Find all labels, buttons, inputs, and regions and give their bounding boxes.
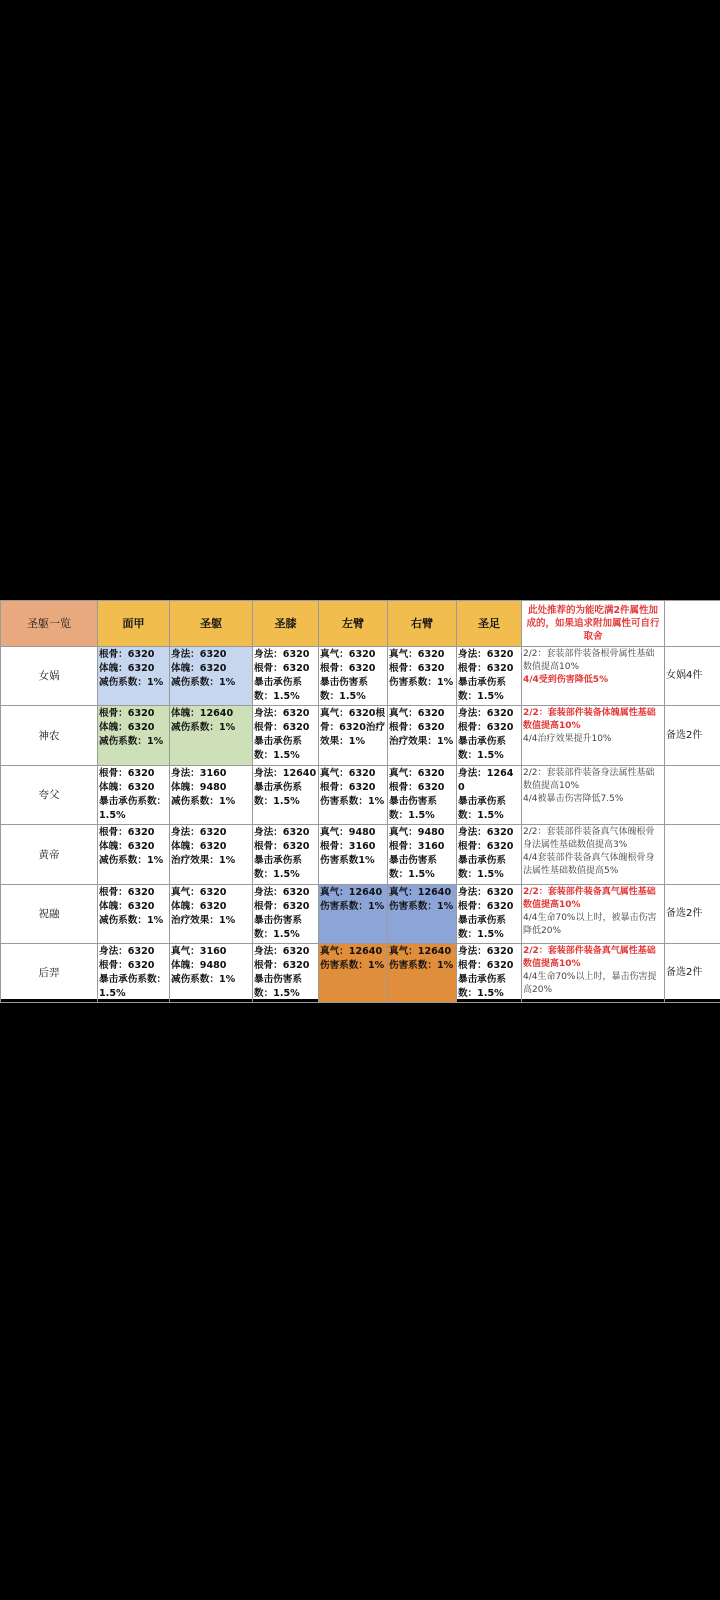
table-row [1,944,720,1003]
spreadsheet-screenshot [0,600,720,999]
shengqu-table [0,600,720,1003]
set-bonus-cell [522,885,665,944]
set-bonus-highlight: 2/2：套装部件装备真气属性基础数值提高10% [523,946,656,969]
stat-cell-face: 根骨：6320 体魄：6320 减伤系数：1% [98,825,170,885]
header-blank [665,601,720,647]
header-col-knee: 圣膝 [253,601,319,647]
header-note: 此处推荐的为能吃满2件属性加成的，如果追求附加属性可自行取舍 [522,601,665,647]
header-row [1,601,720,647]
set-bonus-text: 4/4生命70%以上时，被暴击伤害降低20% [523,913,657,936]
stat-cell-knee: 身法：6320 根骨：6320 暴击伤害系数：1.5% [253,944,319,1003]
set-name: 祝融 [1,885,98,944]
stat-cell-body: 真气：3160 体魄：9480 减伤系数：1% [170,944,253,1003]
header-col-body: 圣躯 [170,601,253,647]
set-bonus-cell [522,766,665,825]
stat-cell-body: 身法：3160 体魄：9480 减伤系数：1% [170,766,253,825]
set-bonus-text: 2/2：套装部件装备身法属性基础数值提高10% 4/4被暴击伤害降低7.5% [523,768,655,804]
set-bonus-cell [522,706,665,766]
set-name: 夸父 [1,766,98,825]
stat-cell-right-arm: 真气：9480 根骨：3160 暴击伤害系数：1.5% [388,825,457,885]
set-bonus-text: 4/4生命70%以上时，暴击伤害提高20% [523,972,657,995]
stat-cell-face: 身法：6320 根骨：6320 暴击承伤系数：1.5% [98,944,170,1003]
set-name: 黄帝 [1,825,98,885]
stat-cell-face: 根骨：6320 体魄：6320 减伤系数：1% [98,647,170,706]
recommend-tag: 女娲4件 [665,647,720,706]
stat-cell-body: 体魄：12640 减伤系数：1% [170,706,253,766]
table-row [1,706,720,766]
stat-cell-knee: 身法：6320 根骨：6320 暴击承伤系数：1.5% [253,647,319,706]
set-bonus-text: 2/2：套装部件装备真气体魄根骨身法属性基础数值提高3% 4/4套装部件装备真气体魄根骨身法属性基础数值提高5% [523,827,655,876]
header-col-foot: 圣足 [457,601,522,647]
stat-cell-right-arm: 真气：12640 伤害系数：1% [388,944,457,1003]
recommend-tag: 备选2件 [665,885,720,944]
stat-cell-body: 身法：6320 体魄：6320 治疗效果：1% [170,825,253,885]
recommend-tag: 备选2件 [665,706,720,766]
recommend-tag [665,766,720,825]
header-col-left-arm: 左臂 [319,601,388,647]
set-bonus-cell [522,825,665,885]
recommend-tag: 备选2件 [665,944,720,1003]
stat-cell-body: 真气：6320 体魄：6320 治疗效果：1% [170,885,253,944]
stat-cell-body: 身法：6320 体魄：6320 减伤系数：1% [170,647,253,706]
set-bonus-cell [522,944,665,1003]
stat-cell-foot: 身法：12640 暴击承伤系数：1.5% [457,766,522,825]
stat-cell-left-arm: 真气：12640 伤害系数：1% [319,885,388,944]
stat-cell-foot: 身法：6320 根骨：6320 暴击承伤系数：1.5% [457,944,522,1003]
stat-cell-face: 根骨：6320 体魄：6320 减伤系数：1% [98,706,170,766]
header-col-right-arm: 右臂 [388,601,457,647]
stat-cell-knee: 身法：6320 根骨：6320 暴击承伤系数：1.5% [253,825,319,885]
stat-cell-knee: 身法：6320 根骨：6320 暴击伤害系数：1.5% [253,885,319,944]
set-bonus-highlight: 2/2：套装部件装备真气属性基础数值提高10% [523,887,656,910]
stat-cell-foot: 身法：6320 根骨：6320 暴击承伤系数：1.5% [457,647,522,706]
set-name: 神农 [1,706,98,766]
stat-cell-foot: 身法：6320 根骨：6320 暴击承伤系数：1.5% [457,825,522,885]
stat-cell-left-arm: 真气：9480 根骨：3160 伤害系数1% [319,825,388,885]
table-row [1,885,720,944]
stat-cell-right-arm: 真气：12640 伤害系数：1% [388,885,457,944]
table-row [1,647,720,706]
stat-cell-left-arm: 真气：12640 伤害系数：1% [319,944,388,1003]
stat-cell-foot: 身法：6320 根骨：6320 暴击承伤系数：1.5% [457,885,522,944]
set-name: 后羿 [1,944,98,1003]
stat-cell-left-arm: 真气：6320 根骨：6320 伤害系数：1% [319,766,388,825]
set-name: 女娲 [1,647,98,706]
stat-cell-face: 根骨：6320 体魄：6320 减伤系数：1% [98,885,170,944]
set-bonus-cell [522,647,665,706]
header-col-face: 面甲 [98,601,170,647]
set-bonus-highlight: 2/2：套装部件装备体魄属性基础数值提高10% [523,708,656,731]
stat-cell-right-arm: 真气：6320 根骨：6320 暴击伤害系数：1.5% [388,766,457,825]
stat-cell-right-arm: 真气：6320 根骨：6320 治疗效果：1% [388,706,457,766]
set-bonus-highlight: 4/4受到伤害降低5% [523,675,609,685]
header-corner: 圣躯一览 [1,601,98,647]
stat-cell-knee: 身法：12640 暴击承伤系数：1.5% [253,766,319,825]
stat-cell-foot: 身法：6320 根骨：6320 暴击承伤系数：1.5% [457,706,522,766]
set-bonus-text: 2/2：套装部件装备根骨属性基础数值提高10% [523,649,655,672]
stat-cell-left-arm: 真气：6320 根骨：6320 暴击伤害系数：1.5% [319,647,388,706]
set-bonus-text: 4/4治疗效果提升10% [523,734,612,744]
table-row [1,766,720,825]
stat-cell-knee: 身法：6320 根骨：6320 暴击承伤系数：1.5% [253,706,319,766]
stat-cell-left-arm: 真气：6320根骨：6320治疗效果：1% [319,706,388,766]
table-row [1,825,720,885]
stat-cell-face: 根骨：6320 体魄：6320 暴击承伤系数：1.5% [98,766,170,825]
stat-cell-right-arm: 真气：6320 根骨：6320 伤害系数：1% [388,647,457,706]
recommend-tag [665,825,720,885]
